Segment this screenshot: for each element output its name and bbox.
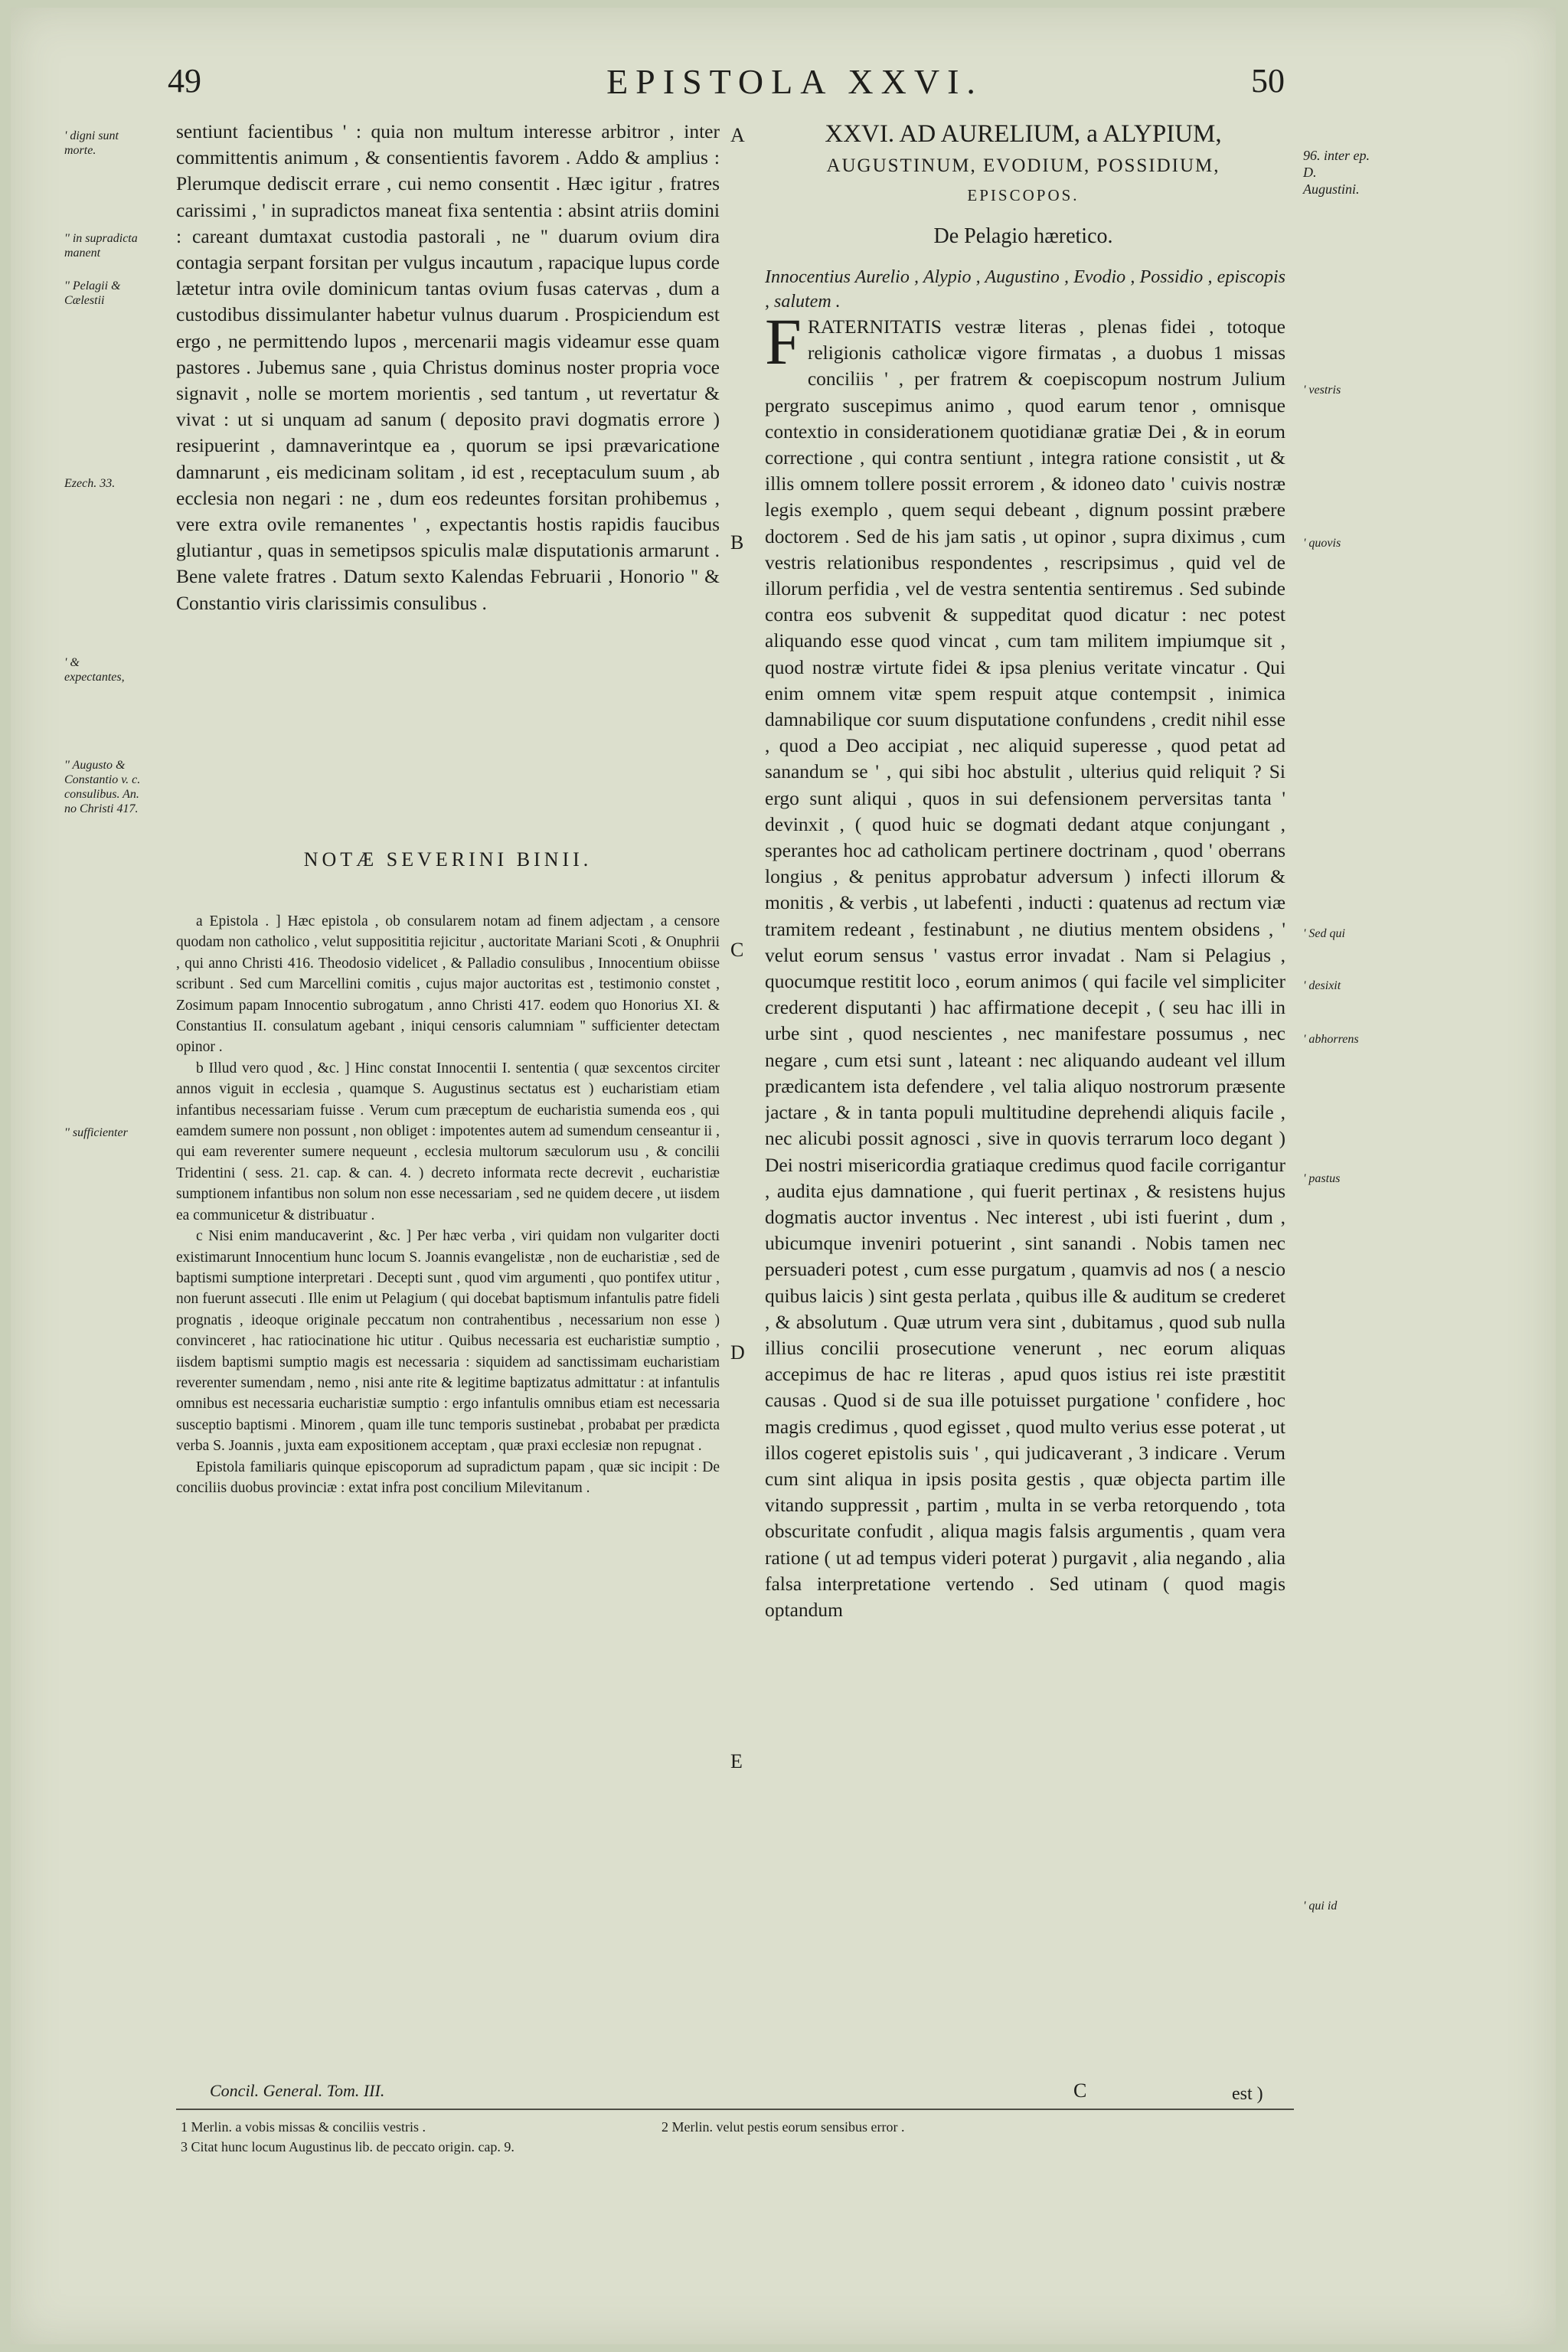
- epistle-subtitle: De Pelagio hæretico.: [933, 224, 1113, 248]
- epistle-recipients: AUGUSTINUM, EVODIUM, POSSIDIUM,: [826, 155, 1220, 176]
- signature-letter: C: [1073, 2079, 1087, 2102]
- margin-note: ' abhorrens: [1303, 1033, 1359, 1046]
- page-number-right: 50: [1251, 62, 1285, 100]
- section-letter: E: [730, 1750, 743, 1772]
- margin-note: ' qui id: [1303, 1900, 1338, 1913]
- section-letter: D: [730, 1341, 745, 1364]
- footnote: 3 Citat hunc locum Augustinus lib. de peccato origin. cap. 9.: [181, 2139, 514, 2154]
- catchword: est ): [1232, 2084, 1263, 2104]
- note-epistola: Epistola familiaris quinque episcoporum ad supradictum papam , quæ sic incipit : De conciliis duobus provinciæ : extat infra post concilium Milevitanum .: [176, 1459, 720, 1496]
- margin-note: ' & expectantes,: [64, 656, 125, 684]
- margin-note: '' in supradicta manent: [64, 232, 138, 260]
- letter-body-ending: sentiunt facientibus ' : quia non multum interesse arbitror , inter committentis animum , & consentientis favorem . Addo & amplius : Plerumque dediscit errare , cui nemo consentit . Hæc igitur , fratres carissimi , ' in supradictos maneat fixa sententia : absint atriis domini : careant dumtaxat custodia pastorali , ne '' duarum ovium dira contagia serpant forsitan per vulgus incautum , rapacique lupus corde lætetur intra ovile dominicum tantas ovium fusas catervas , dum a custodibus dissimulanter habetur vulnus duarum . Prospiciendum est ergo , ne permittendo lupos , mercenarii magis videamur esse quam pastores . Jubemus sane , quia Christus dominus noster propria voce signavit , nolle se mortem morientis , sed tantum , ut revertatur & vivat : ut si unquam ad sanum ( deposito pravi dogmatis errore ) resipuerint , damnaverintque ea , quorum se ipsi prævaricatione damnarunt , eis medicinam solitam , id est , receptaculum suum , ab ecclesia non negari : ne , dum eos redeuntes forsitan prohibemus , vere extra ovile remanentes ' , expectantis hostis rapidis faucibus glutiantur , quas in semetipsos spiculis malæ disputationis armarunt . Bene valete fratres . Datum sexto Kalendas Februarii , Honorio '' & Constantio viris clarissimis consulibus .: [176, 120, 720, 614]
- signature-mark: Concil. General. Tom. III.: [210, 2081, 385, 2100]
- notes-block: [176, 911, 720, 2090]
- notes-heading: NOTÆ SEVERINI BINII.: [303, 848, 593, 871]
- footnote: 2 Merlin. velut pestis eorum sensibus error .: [662, 2119, 905, 2135]
- right-column-text: [765, 314, 1285, 2082]
- margin-note: Ezech. 33.: [64, 477, 116, 490]
- note-c: c Nisi enim manducaverint , &c. ] Per hæc verba , viri quidam non vulgariter docti existimarunt Innocentium hunc locum S. Joannis evangelistæ , non de eucharistiæ , sed de baptismi sumptione interpretari . Decepti sunt , quod vim argumenti , quo pontifex utitur , non fuerunt assecuti . Ille enim ut Pelagium ( qui docebat baptismum infantulis patre fideli prognatis , ideoque originale peccatum non contrahentibus , necessarium non esse ) convinceret , hac ratiocinatione hic utitur . Quibus necessaria est eucharistiæ sumptio , iisdem baptismi sumptio magis est necessaria : siquidem ad sanctissimam eucharistiam reverenter sumendam , nemo , nisi ante rite & legitime baptizatus admittatur : at infantulis omnibus est necessaria eucharistiæ sumptio : ergo infantulis omnibus etiam est necessaria susceptio baptismi . Minorem , quam ille tunc temporis sustinebat , probabat per prædicta verba S. Joannis , juxta eam expositionem acceptam , quæ praxi ecclesiæ non repugnat .: [176, 1228, 720, 1455]
- margin-note: ' pastus: [1303, 1172, 1341, 1185]
- note-a: a Epistola . ] Hæc epistola , ob consularem notam ad finem adjectam , a censore quodam non catholico , velut supposititia rejicitur , auctoritate Mariani Scoti , & Onuphrii , qui anno Christi 416. Theodosio videlicet , & Palladio consulibus , Innocentium obiisse scribunt . Sed cum Marcellini comitis , cujus major auctoritas est , testimonio constet , Zosimum papam Innocentio subrogatum , anno Christi 417. eodem quo Honorius XI. & Constantius II. consulatum agebant , iniqui censoris calumniam '' sufficienter detectam opinor .: [176, 913, 720, 1056]
- margin-note: ' desixit: [1303, 979, 1341, 992]
- section-letter: B: [730, 531, 744, 554]
- left-column-text: [176, 119, 720, 831]
- margin-note: ' quovis: [1303, 537, 1341, 550]
- page: [11, 8, 1556, 2344]
- margin-note: '' sufficienter: [64, 1126, 128, 1139]
- running-title: EPISTOLA XXVI.: [606, 62, 983, 101]
- page-number-left: 49: [168, 62, 201, 100]
- margin-note: ' digni sunt morte.: [64, 129, 119, 157]
- margin-note: ' vestris: [1303, 384, 1341, 397]
- margin-note: 96. inter ep. D. Augustini.: [1303, 148, 1370, 197]
- section-letter: A: [730, 124, 745, 146]
- margin-note: '' Pelagii & Cælestii: [64, 279, 121, 307]
- letter-body: RATERNITATIS vestræ literas , plenas fidei , totoque religionis catholicæ vigore firmatas , a duobus 1 missas conciliis ' , per fratrem & coepiscopum nostrum Julium pergrato suscepimus animo , quod earum tenor , omnisque contextio in considerationem quotidianæ gratiæ Dei , & in eorum correctione , qui contra sentiunt , integra ratione consistit , ut & illis omnem tollere possit errorem , & idoneo dato ' cuivis nostræ legis exemplo , quem sequi debeant , dignum possint præbere doctorem . Sed de his jam satis , ut opinor , supra diximus , cum vestris relationibus respondentes , rescripsimus , quid vel de illorum perfidia , vel de vestra sententia sentiremus . Sed subinde contra eos subvenit & suppeditat quod dicatur : nec potest aliquando esse quod vincat , cum tam militem impiumque sit , quod nostræ virtute fidei & ipsa plenius veritate vincatur . Qui enim omnem vitæ spem respuit atque contempsit , inimica damnabilique cor suum disputatione confundens , credit nihil esse , quod a Deo accipiat , nec aliquid superesse , quod petat ad sanandum se ' , qui sibi hoc abstulit , ulterius quid reliquit ? Si ergo sunt aliqui , quos in sui defensionem perversitas tanta ' devinxit , ( quod huic se dogmati dedant atque conjungant , sperantes hoc ad catholicam pertinere doctrinam , quod ' oberrans longius , & penitus approbatur adversum ) infecti illorum & monitis , & verbis , ut labefenti , inducti : quatenus ad rectum viæ tramitem redeant , festinabunt , ne diutius mentem obsidens , ' velut eorum sensus ' vastus error invadat . Nam si Pelagius , quocumque restitit loco , eorum animos ( qui facile vel simpliciter crederent disputanti ) hac affirmatione decepit , ( seu hac illi in urbe sint , quod nescientes , nec manifestare possumus , nec negare , cum etsi sunt , lateant : nec aliquando audeant vel illum prædicantem ista defendere , vel talia aliquo nostrorum præsente jactare , & in tanta populi multitudine deprehendi aliquis facile , nec alicubi possit agnosci , sive in quovis terrarum loco degant ) Dei nostri misericordia gratiaque credimus quod facile corrigantur , audita ejus damnatione , qui fuerit pertinax , & resistens hujus dogmatis auctor inventus . Nec interest , ubi isti fuerint , dum , ubicumque inveniri potuerint , sint sanandi . Nobis tamen nec persuaderi potest , cum esse purgatum , quamvis ad nos ( a nescio quibus laicis ) sint gesta perlata , quibus ille & auditum se crederet , & absolutum . Quæ utrum vera sint , dubitamus , quod sub nulla illius concilii prosecutione venerunt , nec eorum aliquas accepimus de hac re literas , apud quos istius rei iste præstitit causas . Quod si de sua ille potuisset purgatione ' confidere , hoc magis credimus , quod egisset , quod multo verius esse poterat , ut illos cogeret epistolis suis ' , qui judicaverant , 3 indicare . Verum cum sint aliqua in ipsis posita gestis , quæ objecta partim ille vitando suppressit , partim , multa in se verba retorquendo , tota obscuritate confudit , aliqua magis falsis argumentis , quam vera ratione ( ut ad tempus videri poterat ) purgavit , alia negando , alia falsa interpretatione vertendo . Sed utinam ( quod magis optandum: [765, 315, 1285, 1621]
- footnote: 1 Merlin. a vobis missas & conciliis vestris .: [181, 2119, 426, 2135]
- note-b: b Illud vero quod , &c. ] Hinc constat Innocentii I. sententia ( quæ sexcentos circiter annos viguit in ecclesia , quamque S. Augustinus sectatus est ) eucharistiam etiam infantibus necessariam fuisse . Verum cum præceptum de eucharistia sumenda eos , qui eamdem sumere non possunt , non obliget : impotentes autem ad sumendum censeantur ii , qui eam reverenter sumere nequeunt , ecclesia multorum sæculorum usu , & concilii Tridentini ( sess. 21. cap. & can. 4. ) decreto informata recte decrevit , eucharistiæ sumptionem infantibus non solum non esse necessariam , sed ne quidem decere , ut iisdem ea communicetur & distribuatur .: [176, 1060, 720, 1223]
- epistle-recipients-tail: EPISCOPOS.: [967, 186, 1080, 204]
- margin-note: '' Augusto & Constantio v. c. consulibus. An. no Christi 417.: [64, 759, 141, 815]
- section-letter: C: [730, 939, 744, 961]
- margin-note: ' Sed qui: [1303, 927, 1345, 940]
- footnote-rule: [176, 2109, 1294, 2110]
- salutation: Innocentius Aurelio , Alypio , Augustino , Evodio , Possidio , episcopis , salutem .: [765, 267, 1285, 312]
- drop-cap: F: [765, 314, 802, 378]
- epistle-heading: XXVI. AD AURELIUM, a ALYPIUM,: [825, 120, 1222, 148]
